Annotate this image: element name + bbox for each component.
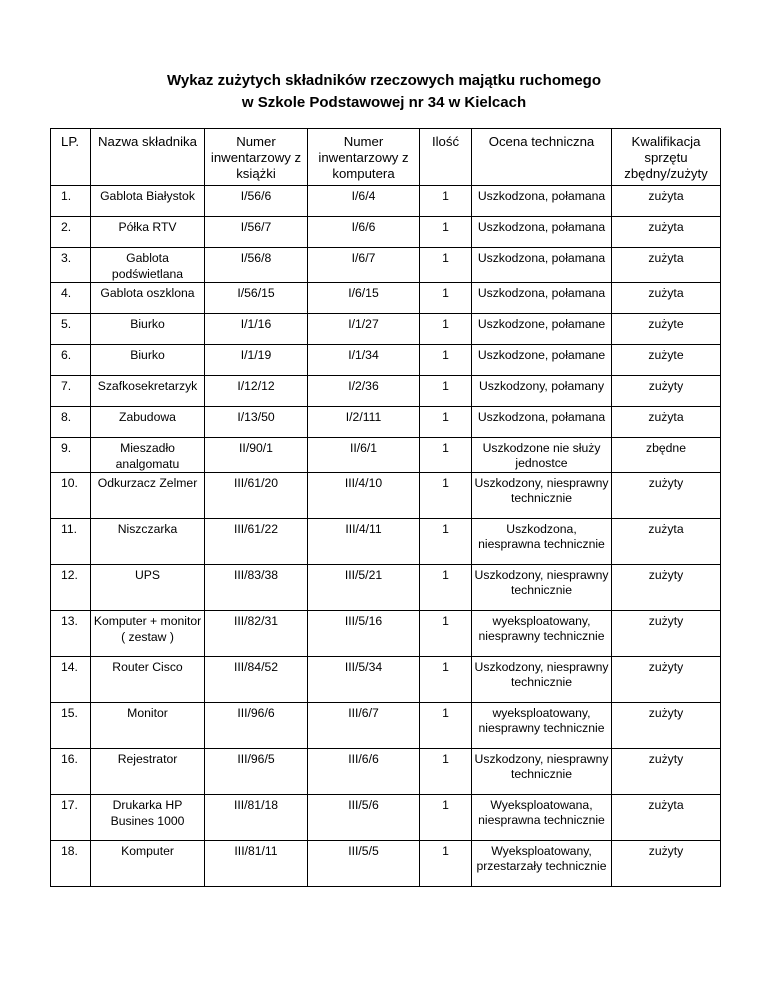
row-quantity: 1 [420,345,472,376]
row-condition: Uszkodzony, niesprawny technicznie [472,473,612,519]
table-row [51,345,721,376]
table-row [51,217,721,248]
row-computer-number: I/2/111 [308,407,420,438]
row-lp: 9. [51,438,91,473]
row-book-number: I/56/7 [205,217,308,248]
row-condition: Wyeksploatowany, przestarzały technicznie [472,841,612,887]
row-qualification: zużyta [612,795,721,841]
table-row [51,473,721,519]
row-qualification: zużyty [612,749,721,795]
row-book-number: III/96/5 [205,749,308,795]
row-condition: wyeksploatowany, niesprawny technicznie [472,611,612,657]
table-row [51,795,721,841]
row-condition: Uszkodzona, niesprawna technicznie [472,519,612,565]
row-lp: 6. [51,345,91,376]
row-name: Mieszadło analgomatu [91,438,205,473]
row-condition: Uszkodzona, połamana [472,248,612,283]
row-computer-number: I/6/15 [308,283,420,314]
table-row [51,376,721,407]
header-name: Nazwa składnika [91,129,205,186]
row-name: Monitor [91,703,205,749]
row-name: Drukarka HP Busines 1000 [91,795,205,841]
row-book-number: III/84/52 [205,657,308,703]
row-qualification: zużyty [612,611,721,657]
table-header-row [51,129,721,186]
row-qualification: zużyta [612,217,721,248]
row-qualification: zużyty [612,703,721,749]
header-lp: LP. [51,129,91,186]
row-book-number: I/56/15 [205,283,308,314]
row-name: Szafkosekretarzyk [91,376,205,407]
row-qualification: zbędne [612,438,721,473]
row-computer-number: III/5/16 [308,611,420,657]
row-name: Półka RTV [91,217,205,248]
row-book-number: III/61/20 [205,473,308,519]
row-book-number: I/1/16 [205,314,308,345]
row-quantity: 1 [420,217,472,248]
row-qualification: zużyty [612,841,721,887]
row-computer-number: III/5/34 [308,657,420,703]
row-condition: Uszkodzony, niesprawny technicznie [472,657,612,703]
row-condition: Uszkodzony, niesprawny technicznie [472,749,612,795]
row-condition: Uszkodzone, połamane [472,345,612,376]
row-book-number: II/90/1 [205,438,308,473]
row-condition: Uszkodzona, połamana [472,217,612,248]
row-condition: Uszkodzone, połamane [472,314,612,345]
row-lp: 18. [51,841,91,887]
header-book-number: Numer inwentarzowy z książki [205,129,308,186]
row-name: Zabudowa [91,407,205,438]
row-lp: 8. [51,407,91,438]
table-row [51,283,721,314]
row-book-number: III/81/11 [205,841,308,887]
row-computer-number: III/6/7 [308,703,420,749]
row-name: Gablota podświetlana [91,248,205,283]
row-qualification: zużyty [612,565,721,611]
row-book-number: I/13/50 [205,407,308,438]
row-computer-number: I/6/6 [308,217,420,248]
row-quantity: 1 [420,314,472,345]
row-condition: Uszkodzona, połamana [472,283,612,314]
row-name: Odkurzacz Zelmer [91,473,205,519]
row-lp: 13. [51,611,91,657]
inventory-table [50,128,721,887]
table-row [51,248,721,283]
table-row [51,749,721,795]
row-lp: 2. [51,217,91,248]
row-name: Biurko [91,345,205,376]
row-name: UPS [91,565,205,611]
row-lp: 11. [51,519,91,565]
row-quantity: 1 [420,248,472,283]
row-qualification: zużyta [612,248,721,283]
row-quantity: 1 [420,749,472,795]
table-row [51,841,721,887]
row-name: Rejestrator [91,749,205,795]
row-lp: 15. [51,703,91,749]
header-condition: Ocena techniczna [472,129,612,186]
row-condition: Uszkodzony, niesprawny technicznie [472,565,612,611]
row-quantity: 1 [420,438,472,473]
row-name: Gablota Białystok [91,186,205,217]
row-book-number: III/82/31 [205,611,308,657]
row-name: Komputer [91,841,205,887]
row-computer-number: I/1/34 [308,345,420,376]
row-lp: 10. [51,473,91,519]
row-book-number: III/81/18 [205,795,308,841]
document-title [0,70,768,114]
row-quantity: 1 [420,795,472,841]
table-row [51,186,721,217]
header-computer-number: Numer inwentarzowy z komputera [308,129,420,186]
row-lp: 7. [51,376,91,407]
row-quantity: 1 [420,703,472,749]
row-book-number: I/12/12 [205,376,308,407]
header-qualification: Kwalifikacja sprzętu zbędny/zużyty [612,129,721,186]
table-row [51,438,721,473]
row-quantity: 1 [420,657,472,703]
row-qualification: zużyty [612,657,721,703]
row-qualification: zużyte [612,345,721,376]
row-name: Gablota oszklona [91,283,205,314]
row-computer-number: III/5/21 [308,565,420,611]
row-computer-number: I/6/7 [308,248,420,283]
row-quantity: 1 [420,519,472,565]
row-condition: wyeksploatowany, niesprawny technicznie [472,703,612,749]
row-condition: Uszkodzony, połamany [472,376,612,407]
table-row [51,611,721,657]
row-book-number: III/96/6 [205,703,308,749]
row-quantity: 1 [420,611,472,657]
row-computer-number: III/5/6 [308,795,420,841]
row-quantity: 1 [420,376,472,407]
title-line-1: Wykaz zużytych składników rzeczowych majątku ruchomego [166,72,602,89]
table-row [51,519,721,565]
row-computer-number: III/6/6 [308,749,420,795]
row-lp: 12. [51,565,91,611]
row-lp: 5. [51,314,91,345]
row-qualification: zużyty [612,473,721,519]
row-qualification: zużyte [612,314,721,345]
row-qualification: zużyty [612,376,721,407]
row-computer-number: I/6/4 [308,186,420,217]
row-book-number: I/56/6 [205,186,308,217]
table-row [51,703,721,749]
row-name: Router Cisco [91,657,205,703]
row-quantity: 1 [420,283,472,314]
row-qualification: zużyta [612,283,721,314]
row-quantity: 1 [420,186,472,217]
row-computer-number: I/1/27 [308,314,420,345]
table-row [51,565,721,611]
row-quantity: 1 [420,841,472,887]
row-quantity: 1 [420,407,472,438]
row-lp: 17. [51,795,91,841]
header-quantity: Ilość [420,129,472,186]
table-row [51,657,721,703]
row-qualification: zużyta [612,519,721,565]
row-qualification: zużyta [612,186,721,217]
row-name: Niszczarka [91,519,205,565]
row-lp: 3. [51,248,91,283]
table-row [51,407,721,438]
row-computer-number: III/4/10 [308,473,420,519]
row-computer-number: III/4/11 [308,519,420,565]
table-row [51,314,721,345]
row-lp: 4. [51,283,91,314]
row-computer-number: I/2/36 [308,376,420,407]
row-book-number: I/56/8 [205,248,308,283]
row-qualification: zużyta [612,407,721,438]
row-condition: Wyeksploatowana, niesprawna technicznie [472,795,612,841]
row-book-number: I/1/19 [205,345,308,376]
row-condition: Uszkodzone nie służy jednostce [472,438,612,473]
row-name: Biurko [91,314,205,345]
row-condition: Uszkodzona, połamana [472,186,612,217]
row-lp: 14. [51,657,91,703]
row-book-number: III/83/38 [205,565,308,611]
row-name: Komputer + monitor ( zestaw ) [91,611,205,657]
row-lp: 16. [51,749,91,795]
row-quantity: 1 [420,473,472,519]
row-lp: 1. [51,186,91,217]
row-condition: Uszkodzona, połamana [472,407,612,438]
row-computer-number: III/5/5 [308,841,420,887]
row-book-number: III/61/22 [205,519,308,565]
row-quantity: 1 [420,565,472,611]
title-line-2: w Szkole Podstawowej nr 34 w Kielcach [241,94,527,111]
row-computer-number: II/6/1 [308,438,420,473]
